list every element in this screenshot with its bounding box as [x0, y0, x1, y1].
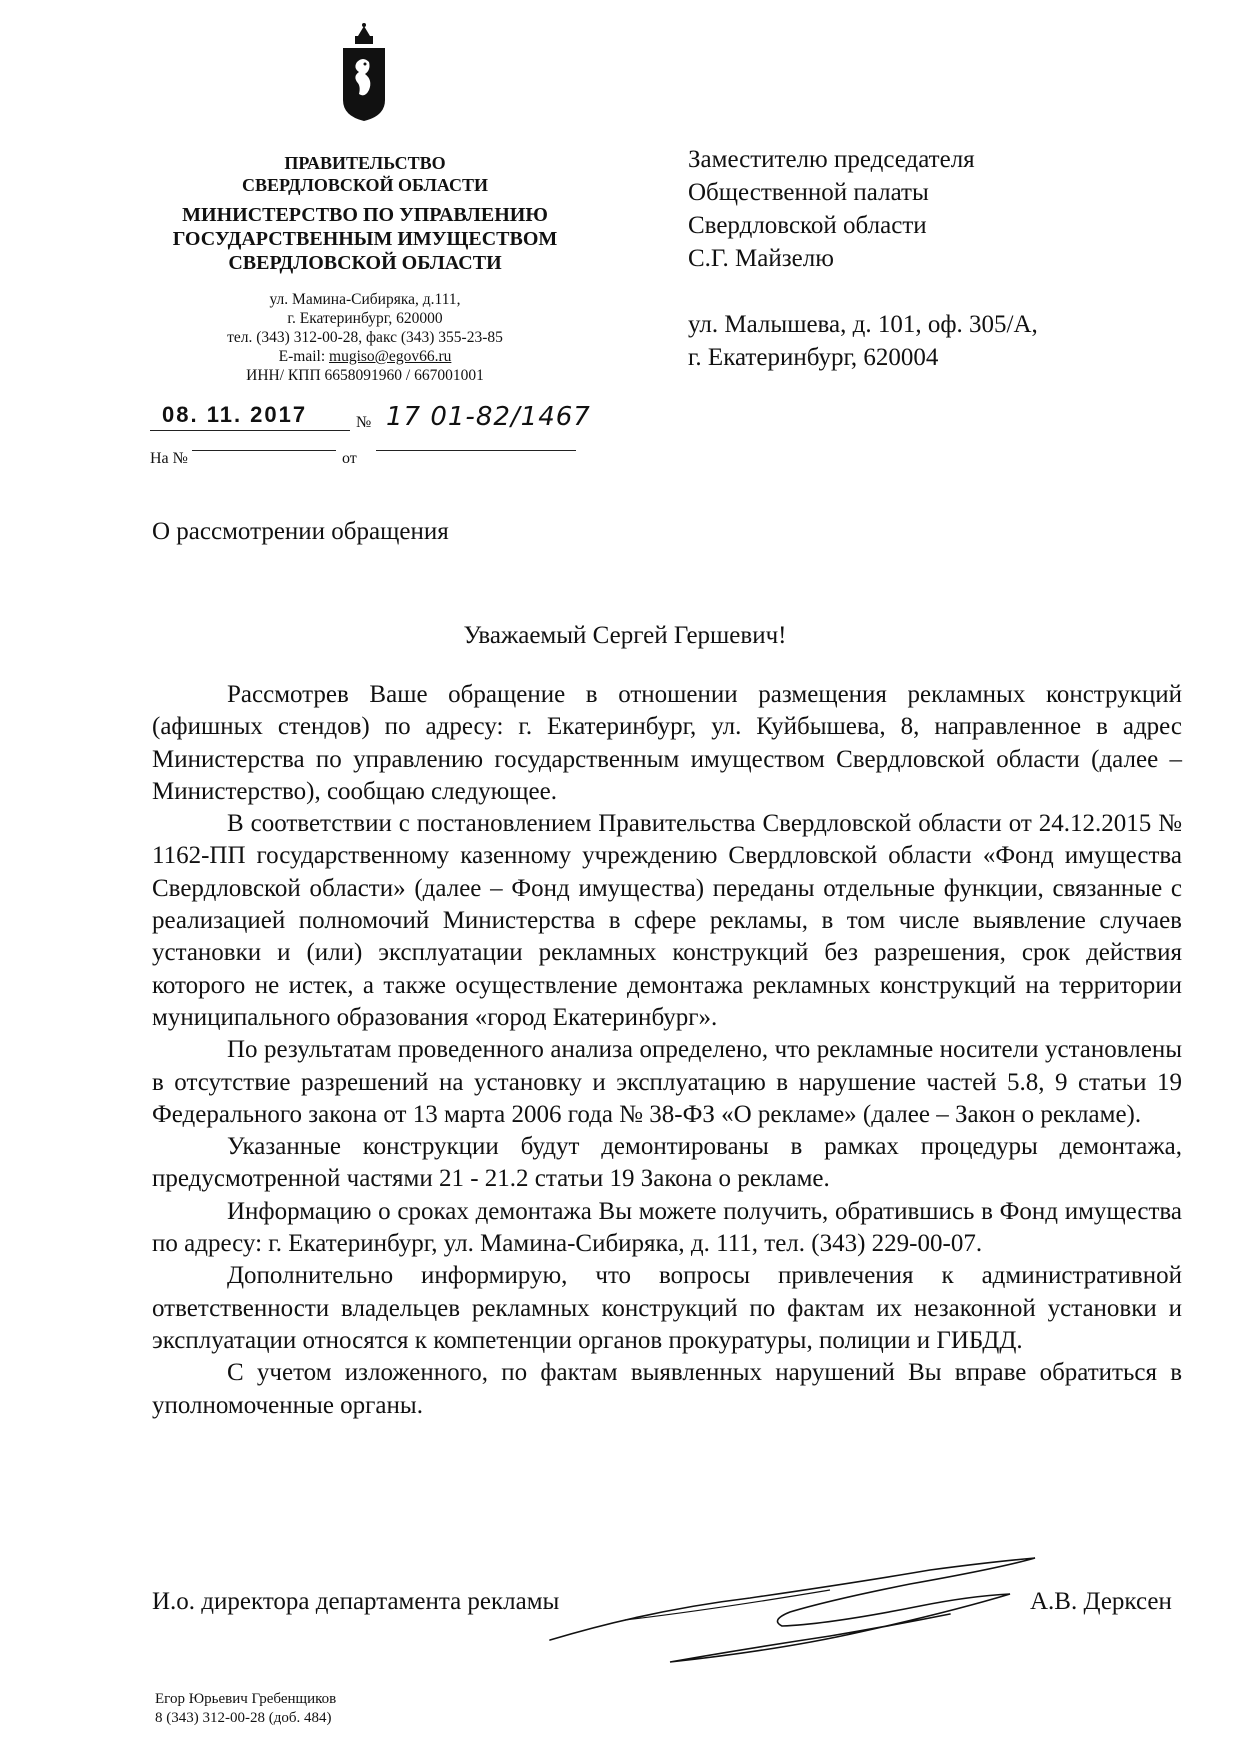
recipient-line-1: Заместителю председателя	[688, 146, 975, 173]
ministry-address-line-1: ул. Мамина-Сибиряка, д.111,	[269, 291, 461, 308]
body-paragraph: Дополнительно информирую, что вопросы привлечения к административной ответственности владельцев рекламных конструкций по фактам их незаконной установки и эксплуатации относятся к компетенции органов прокуратуры, полиции и ГИБДД.	[152, 1262, 1182, 1354]
ministry-line-1: МИНИСТЕРСТВО ПО УПРАВЛЕНИЮ	[182, 204, 548, 226]
executor-name: Егор Юрьевич Гребенщиков	[155, 1691, 337, 1707]
ministry-contacts	[170, 290, 560, 385]
letter-body	[152, 679, 1182, 1422]
recipient-line-2: Общественной палаты	[688, 179, 929, 206]
date-underline	[150, 430, 350, 431]
ministry-inn: ИНН/ КПП 6658091960 / 667001001	[246, 367, 484, 384]
handwritten-signature	[530, 1550, 1050, 1670]
body-paragraph: По результатам проведенного анализа определено, что рекламные носители установлены в отсутствие разрешений на установку и эксплуатацию в нарушение частей 5.8, 9 статьи 19 Федерального закона от 13 марта 2006 года № 38-ФЗ «О рекламе» (далее – Закон о рекламе).	[152, 1036, 1182, 1128]
ministry-name	[140, 203, 590, 275]
ministry-email-row	[170, 347, 560, 366]
government-line-1: ПРАВИТЕЛЬСТВО	[284, 153, 446, 173]
registration-date: 08. 11. 2017	[162, 402, 308, 427]
body-paragraph: В соответствии с постановлением Правительства Свердловской области от 24.12.2015 № 1162-ПП государственному казенному учреждению Свердловской области «Фонд имущества Свердловской области» (далее – Фонд имущества) переданы отдельные функции, связанные с реализацией полномочий Министерства в сфере рекламы, в том числе выявление случаев установки и (или) эксплуатации рекламных конструкций без разрешения, срок действия которого не истек, а также осуществление демонтажа рекламных конструкций на территории муниципального образования «город Екатеринбург».	[152, 810, 1182, 1031]
ministry-address-line-2: г. Екатеринбург, 620000	[287, 310, 443, 327]
recipient-address-line-2: г. Екатеринбург, 620004	[688, 344, 939, 371]
registration-row	[150, 400, 610, 434]
body-paragraph: Информацию о сроках демонтажа Вы можете получить, обратившись в Фонд имущества по адресу: г. Екатеринбург, ул. Мамина-Сибиряка, д. 111, тел. (343) 229-00-07.	[152, 1197, 1182, 1258]
reply-date-line	[376, 450, 576, 451]
recipient-block	[688, 143, 1168, 275]
salutation: Уважаемый Сергей Гершевич!	[463, 622, 787, 649]
recipient-address-line-1: ул. Малышева, д. 101, оф. 305/А,	[688, 311, 1038, 338]
recipient-address	[688, 308, 1168, 374]
email-link[interactable]: mugiso@egov66.ru	[329, 348, 452, 365]
body-paragraph: Указанные конструкции будут демонтированы в рамках процедуры демонтажа, предусмотренной частями 21 - 21.2 статьи 19 Закона о рекламе.	[152, 1133, 1182, 1193]
signatory-name: А.В. Дерксен	[1030, 1588, 1172, 1615]
registration-number: 17 01-82/1467	[386, 402, 591, 432]
number-label: №	[356, 414, 372, 431]
reply-number-line	[192, 450, 336, 451]
executor-phone: 8 (343) 312-00-28 (доб. 484)	[155, 1710, 332, 1726]
letter-subject: О рассмотрении обращения	[152, 518, 449, 545]
body-paragraph: Рассмотрев Ваше обращение в отношении размещения рекламных конструкций (афишных стендов) по адресу: г. Екатеринбург, ул. Куйбышева, 8, направленное в адрес Министерства по управлению государственным имуществом Свердловской области (далее – Министерство), сообщаю следующее.	[152, 681, 1182, 805]
from-label: от	[342, 450, 357, 467]
ministry-line-3: СВЕРДЛОВСКОЙ ОБЛАСТИ	[228, 252, 502, 274]
recipient-line-3: Свердловской области	[688, 212, 927, 239]
signatory-title: И.о. директора департамента рекламы	[152, 1588, 560, 1615]
government-line-2: СВЕРДЛОВСКОЙ ОБЛАСТИ	[242, 175, 488, 195]
coat-of-arms-icon	[341, 22, 387, 122]
reply-to-label: На №	[150, 450, 188, 467]
ministry-phone: тел. (343) 312-00-28, факс (343) 355-23-85	[227, 329, 503, 346]
email-label: E-mail:	[278, 348, 330, 365]
body-paragraph: С учетом изложенного, по фактам выявленных нарушений Вы вправе обратиться в уполномоченные органы.	[152, 1359, 1182, 1419]
recipient-name: С.Г. Майзелю	[688, 245, 834, 272]
ministry-line-2: ГОСУДАРСТВЕННЫМ ИМУЩЕСТВОМ	[172, 228, 558, 250]
government-name	[140, 152, 590, 196]
executor-info	[155, 1690, 336, 1728]
reply-reference-row	[150, 450, 580, 474]
